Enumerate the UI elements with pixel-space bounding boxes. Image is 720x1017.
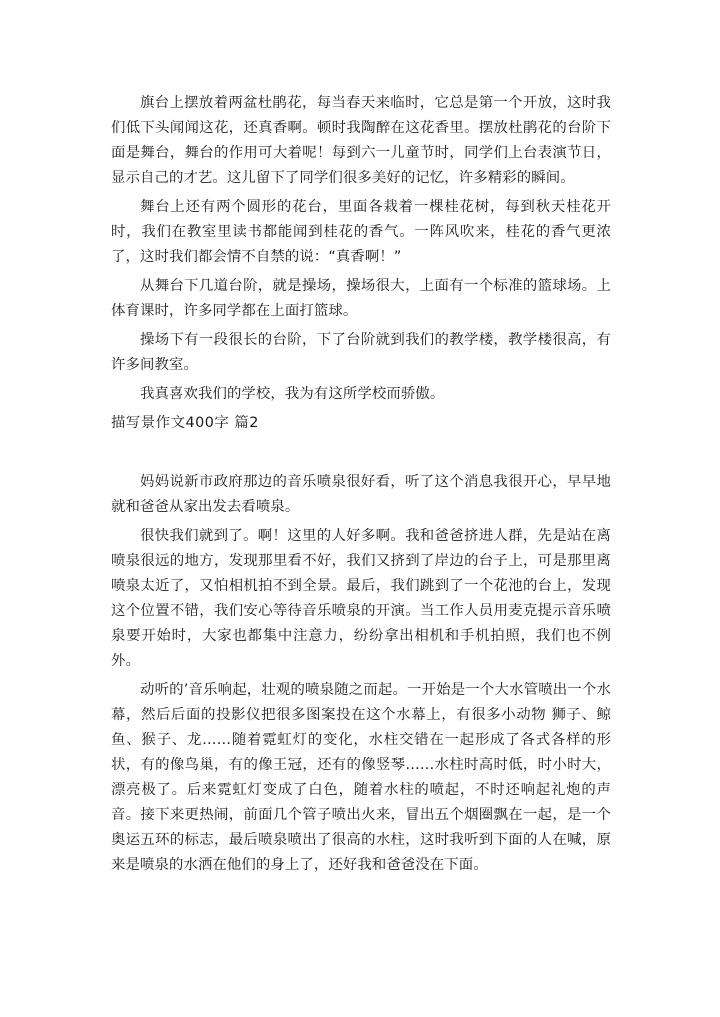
paragraph-arrival: 很快我们就到了。啊！这里的人好多啊。我和爸爸挤进人群，先是站在离喷泉很远的地方，发现那里看不好，我们又挤到了岸边的台子上，可是那里离喷泉太近了，又怕相机拍不到全景。最后，我们跳到了一个花池的台上，发现这个位置不错，我们安心等待音乐喷泉的开演。当工作人员用麦克提示音乐喷泉要开始时，大家也都集中注意力，纷纷拿出相机和手机拍照，我们也不例外。 bbox=[111, 528, 611, 669]
article-part-2 bbox=[111, 470, 611, 878]
paragraph-osmanthus: 舞台上还有两个圆形的花台，里面各栽着一棵桂花树，每到秋天桂花开时，我们在教室里读书都能闻到桂花的香气。一阵风吹来，桂花的香气更浓了，这时我们都会情不自禁的说：“真香啊！” bbox=[111, 199, 611, 265]
article-body bbox=[111, 91, 611, 878]
paragraph-teaching-building: 操场下有一段很长的台阶，下了台阶就到我们的教学楼，教学楼很高，有许多间教室。 bbox=[111, 332, 611, 373]
section-heading: 描写景作文400字 篇2 bbox=[111, 415, 259, 431]
paragraph-azalea-stage: 旗台上摆放着两盆杜鹃花，每当春天来临时，它总是第一个开放，这时我们低下头闻闻这花，还真香啊。顿时我陶醉在这花香里。摆放杜鹃花的台阶下面是舞台，舞台的作用可大着呢！每到六一儿童节时，同学们上台表演节日，显示自己的才艺。这儿留下了同学们很多美好的记忆，许多精彩的瞬间。 bbox=[111, 95, 611, 186]
paragraph-fountain-show: 动听的’音乐响起，壮观的喷泉随之而起。一开始是一个大水管喷出一个水幕，然后后面的投影仪把很多图案投在这个水幕上，有很多小动物 狮子、鲸鱼、猴子、龙……随着霓虹灯的变化，水柱交错在一起形成了各式各样的形状，有的像鸟巢，有的像王冠，还有的像竖琴……水柱时高时低，时小时大，漂亮极了。后来霓虹灯变成了白色，随着水柱的喷起，不时还响起礼炮的声音。接下来更热闹，前面几个管子喷出火来，冒出五个烟圈飘在一起，是一个奥运五环的标志，最后喷泉喷出了很高的水柱，这时我听到下面的人在喊，原来是喷泉的水洒在他们的身上了，还好我和爸爸没在下面。 bbox=[111, 682, 611, 873]
paragraph-fountain-intro: 妈妈说新市政府那边的音乐喷泉很好看，听了这个消息我很开心，早早地就和爸爸从家出发去看喷泉。 bbox=[111, 474, 611, 515]
paragraph-school-pride: 我真喜欢我们的学校，我为有这所学校而骄傲。 bbox=[140, 386, 445, 402]
paragraph-playground: 从舞台下几道台阶，就是操场，操场很大，上面有一个标准的篮球场。上体育课时，许多同学都在上面打篮球。 bbox=[111, 278, 611, 319]
